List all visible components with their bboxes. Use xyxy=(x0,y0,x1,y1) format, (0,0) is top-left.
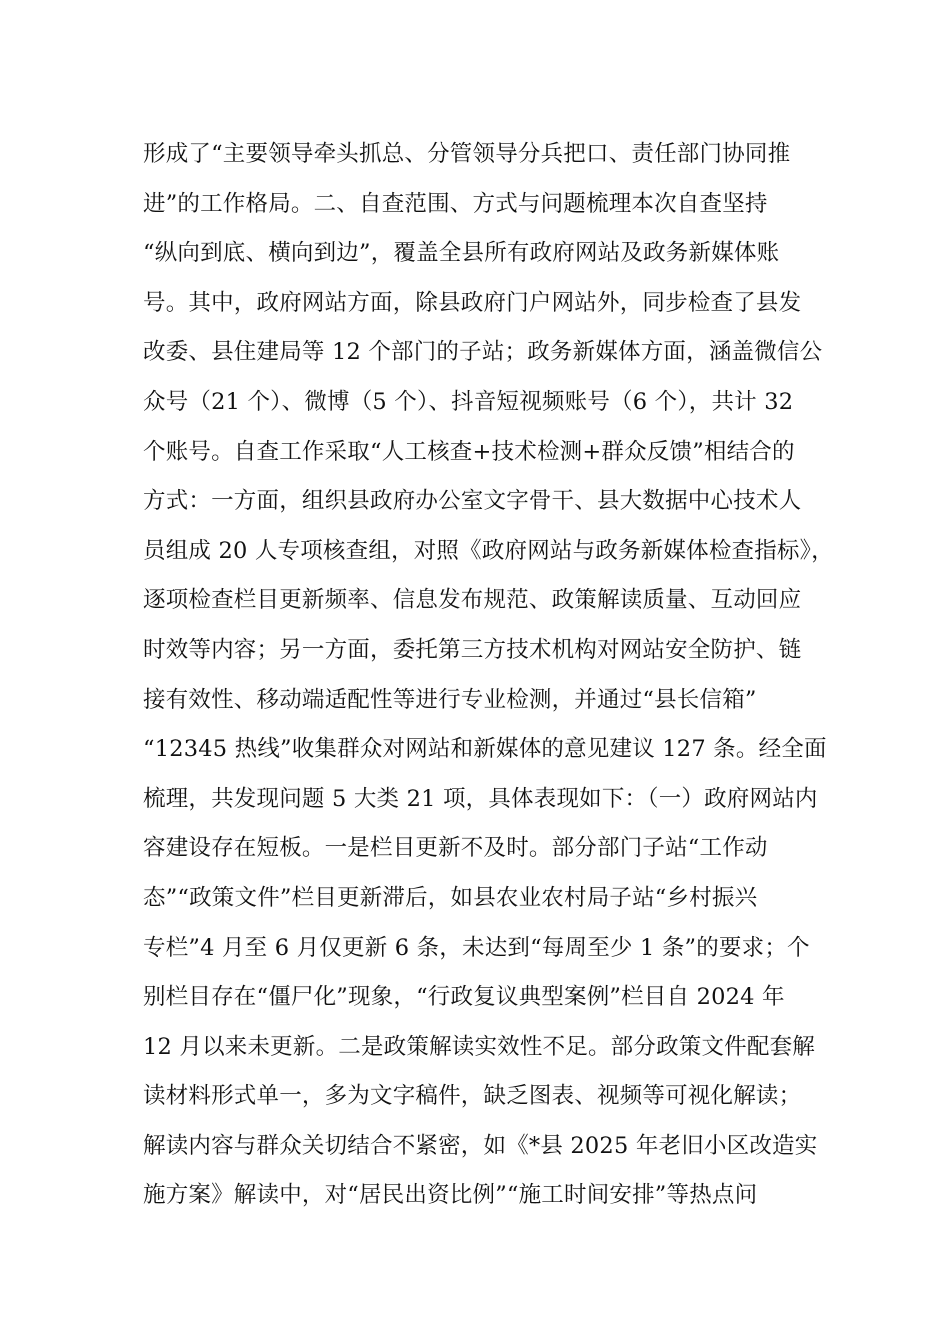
text-line: 众号（21 个）、微博（5 个）、抖音短视频账号（6 个），共计 32 xyxy=(143,388,794,415)
text-line: 时效等内容；另一方面，委托第三方技术机构对网站安全防护、链 xyxy=(143,636,802,663)
text-line: 接有效性、移动端适配性等进行专业检测，并通过“县长信箱” xyxy=(143,686,757,713)
text-line: 施方案》解读中，对“居民出资比例”“施工时间安排”等热点问 xyxy=(143,1182,758,1209)
text-line: 别栏目存在“僵尸化”现象，“行政复议典型案例”栏目自 2024 年 xyxy=(143,984,785,1011)
text-line: 态”“政策文件”栏目更新滞后，如县农业农村局子站“乡村振兴 xyxy=(143,884,758,911)
text-line: “纵向到底、横向到边”，覆盖全县所有政府网站及政务新媒体账 xyxy=(143,240,780,267)
text-line: 容建设存在短板。一是栏目更新不及时。部分部门子站“工作动 xyxy=(143,835,768,862)
text-line: 逐项检查栏目更新频率、信息发布规范、政策解读质量、互动回应 xyxy=(143,587,802,614)
text-line: 形成了“主要领导牵头抓总、分管领导分兵把口、责任部门协同推 xyxy=(143,141,791,167)
text-line: 12 月以来未更新。二是政策解读实效性不足。部分政策文件配套解 xyxy=(143,1033,815,1060)
text-line: 改委、县住建局等 12 个部门的子站；政务新媒体方面，涵盖微信公 xyxy=(143,339,823,366)
text-line: “12345 热线”收集群众对网站和新媒体的意见建议 127 条。经全面 xyxy=(143,736,827,763)
text-line: 进”的工作格局。二、自查范围、方式与问题梳理本次自查坚持 xyxy=(143,190,768,217)
text-line: 解读内容与群众关切结合不紧密，如《*县 2025 年老旧小区改造实 xyxy=(143,1132,818,1159)
text-line: 方式：一方面，组织县政府办公室文字骨干、县大数据中心技术人 xyxy=(143,488,802,515)
text-line: 员组成 20 人专项核查组，对照《政府网站与政务新媒体检查指标》， xyxy=(143,537,834,564)
document-body xyxy=(143,130,834,1221)
text-line: 读材料形式单一，多为文字稿件，缺乏图表、视频等可视化解读； xyxy=(143,1083,802,1110)
text-line: 梳理，共发现问题 5 大类 21 项，具体表现如下：（一）政府网站内 xyxy=(143,785,818,812)
text-line: 个账号。自查工作采取“人工核查+技术检测+群众反馈”相结合的 xyxy=(143,438,795,465)
text-line: 专栏”4 月至 6 月仅更新 6 条，未达到“每周至少 1 条”的要求；个 xyxy=(143,934,810,961)
text-line: 号。其中，政府网站方面，除县政府门户网站外，同步检查了县发 xyxy=(143,289,802,316)
